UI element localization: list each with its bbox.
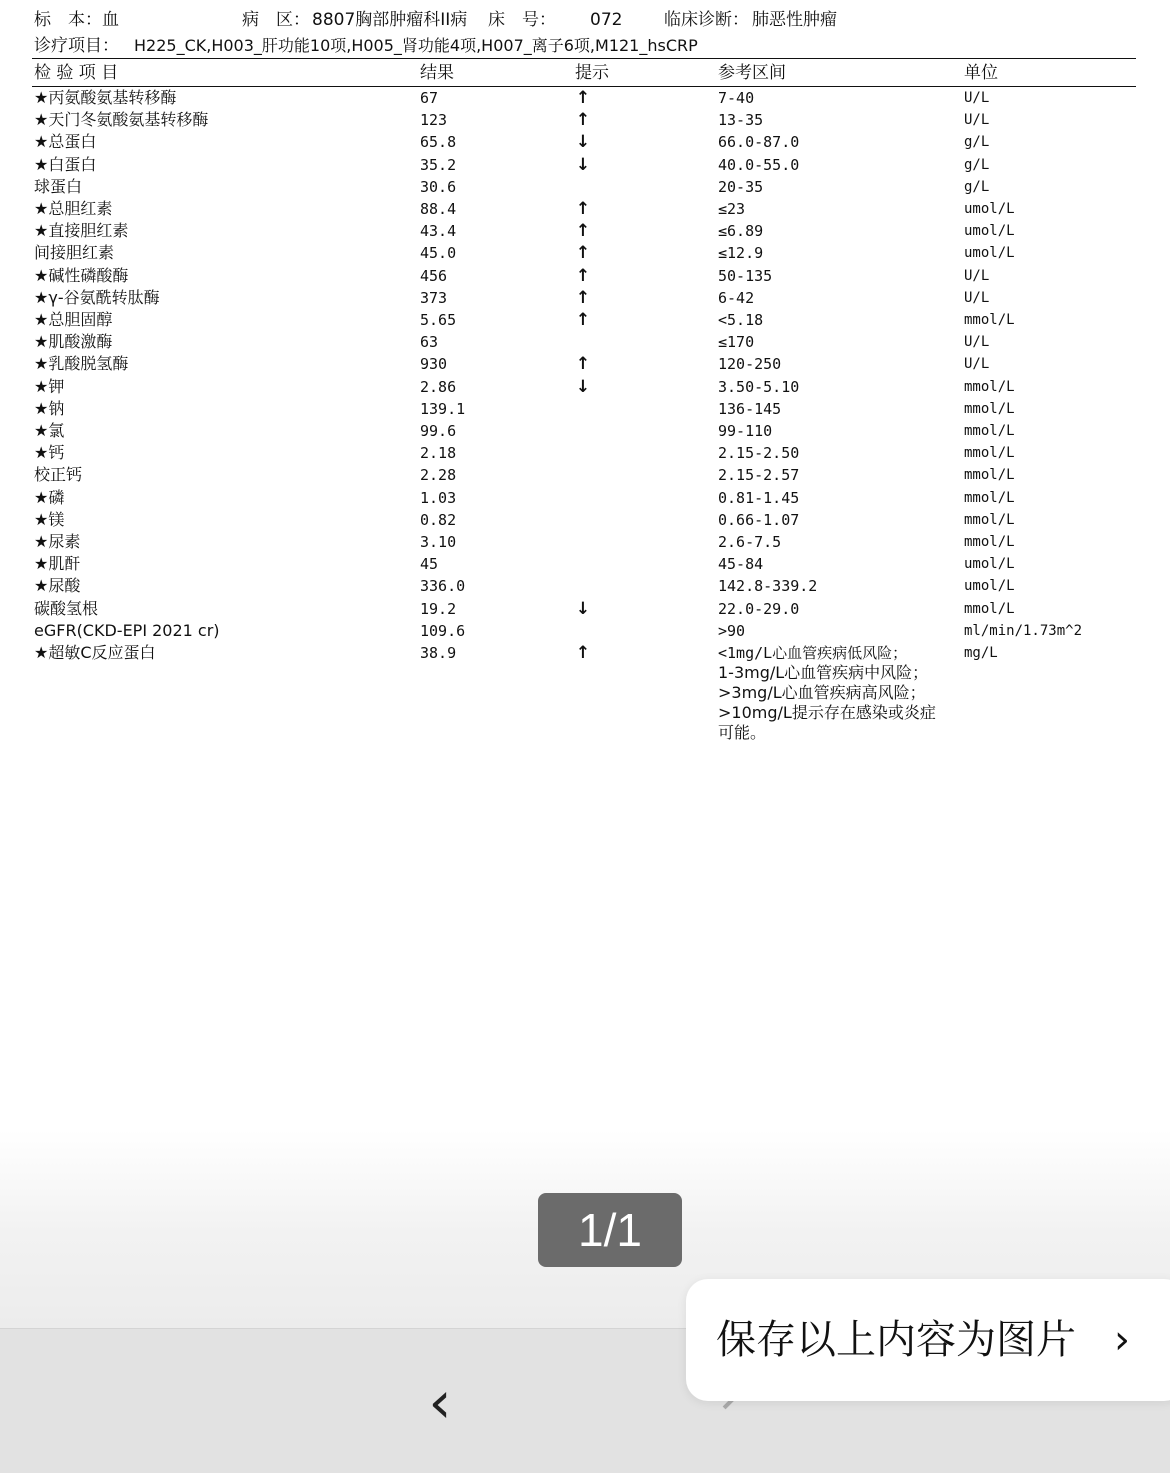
abnormal-flag: ↑: [575, 643, 591, 663]
result-value: 88.4: [420, 200, 457, 218]
unit: umol/L: [964, 578, 1015, 595]
reference-range: 120-250: [718, 355, 782, 374]
unit: U/L: [964, 289, 990, 306]
reference-range: 2.15-2.57: [718, 466, 800, 485]
table-row: [0, 464, 1170, 486]
crp-reference-line: >10mg/L提示存在感染或炎症: [718, 703, 936, 723]
unit: umol/L: [964, 245, 1015, 262]
result-value: 456: [420, 266, 448, 285]
test-name: ★乳酸脱氢酶: [34, 354, 129, 374]
unit: mmol/L: [964, 534, 1015, 550]
result-value: 336.0: [420, 577, 466, 596]
table-row: [0, 420, 1170, 442]
test-name: ★钙: [34, 443, 65, 463]
header-rule-top: [32, 58, 1136, 59]
bed-label: 床 号：: [488, 10, 556, 30]
unit: umol/L: [964, 556, 1015, 573]
result-value: 45: [420, 555, 439, 574]
items-label: 诊疗项目：: [34, 36, 119, 56]
test-name: ★磷: [34, 487, 65, 507]
unit: mmol/L: [964, 511, 1015, 528]
col-header-name: 检 验 项 目: [34, 63, 119, 83]
ward-label: 病 区：: [242, 10, 310, 30]
result-value: 19.2: [420, 599, 457, 618]
unit: U/L: [964, 334, 990, 351]
unit: mmol/L: [964, 467, 1015, 484]
unit: U/L: [964, 356, 990, 373]
save-as-image-label: 保存以上内容为图片: [716, 1317, 1076, 1363]
abnormal-flag: ↓: [575, 154, 591, 175]
unit: g/L: [964, 134, 990, 151]
test-name: ★肌酸激酶: [34, 332, 113, 352]
reference-range: 50-135: [718, 266, 773, 285]
test-name: ★碱性磷酸酶: [34, 265, 129, 285]
result-value: 99.6: [420, 422, 457, 440]
unit: mmol/L: [964, 378, 1015, 395]
crp-reference-line: 可能。: [718, 723, 767, 743]
test-name: 碳酸氢根: [34, 598, 99, 618]
col-header-flag: 提示: [575, 63, 609, 83]
table-row: [0, 642, 1170, 664]
result-value: 67: [420, 89, 439, 107]
test-name: ★肌酐: [34, 554, 81, 574]
result-value: 930: [420, 355, 448, 374]
unit: g/L: [964, 178, 990, 195]
unit: mmol/L: [964, 600, 1015, 617]
crp-reference-line: >3mg/L心血管疾病高风险；: [718, 683, 926, 703]
result-value: 2.28: [420, 466, 457, 485]
abnormal-flag: ↑: [575, 287, 591, 308]
test-name: ★镁: [34, 509, 65, 529]
result-value: 35.2: [420, 155, 457, 174]
unit: umol/L: [964, 223, 1015, 240]
table-row: [0, 398, 1170, 420]
abnormal-flag: ↑: [575, 221, 591, 242]
save-as-image-button[interactable]: [686, 1279, 1170, 1401]
table-row: [0, 376, 1170, 398]
abnormal-flag: ↓: [575, 376, 591, 397]
unit: U/L: [964, 267, 990, 284]
reference-range: ≤6.89: [718, 222, 764, 241]
table-row: [0, 353, 1170, 375]
test-name: ★尿素: [34, 532, 81, 551]
table-row: [0, 131, 1170, 153]
table-row: [0, 553, 1170, 575]
result-value: 5.65: [420, 311, 457, 329]
bed-value: 072: [590, 10, 623, 30]
result-value: 139.1: [420, 399, 466, 418]
result-value: 45.0: [420, 244, 457, 263]
reference-range: 3.50-5.10: [718, 377, 800, 396]
table-row: [0, 598, 1170, 620]
reference-range: 40.0-55.0: [718, 155, 800, 174]
result-value: 0.82: [420, 510, 457, 529]
table-row: [0, 265, 1170, 287]
test-name: ★钾: [34, 376, 65, 396]
unit: mmol/L: [964, 423, 1015, 439]
result-value: 1.03: [420, 488, 457, 507]
test-name: 校正钙: [34, 465, 83, 485]
reference-range: ≤23: [718, 200, 746, 218]
table-row: [0, 242, 1170, 264]
specimen-value: 血: [102, 10, 119, 30]
col-header-unit: 单位: [964, 63, 998, 83]
test-name: ★总胆红素: [34, 199, 113, 218]
abnormal-flag: ↓: [575, 598, 591, 619]
unit: umol/L: [964, 201, 1015, 217]
reference-range: 2.15-2.50: [718, 444, 800, 463]
reference-range: 6-42: [718, 288, 755, 307]
table-row: [0, 531, 1170, 553]
reference-range: ≤12.9: [718, 244, 764, 263]
diagnosis-value: 肺恶性肿瘤: [752, 10, 837, 30]
table-row: [0, 109, 1170, 131]
test-name: ★总胆固醇: [34, 310, 113, 329]
test-name: ★总蛋白: [34, 132, 97, 152]
test-name: ★氯: [34, 421, 65, 440]
unit: mmol/L: [964, 489, 1015, 506]
test-name: ★直接胆红素: [34, 221, 129, 241]
specimen-label: 标 本：: [34, 10, 102, 30]
reference-range: 22.0-29.0: [718, 599, 800, 618]
result-value: 3.10: [420, 533, 457, 551]
unit: mmol/L: [964, 400, 1015, 417]
unit: mmol/L: [964, 445, 1015, 462]
test-name: ★超敏C反应蛋白: [34, 643, 156, 662]
unit: U/L: [964, 90, 990, 106]
unit: U/L: [964, 112, 990, 129]
reference-range: 0.81-1.45: [718, 488, 800, 507]
col-header-result: 结果: [420, 63, 454, 83]
reference-range: >90: [718, 621, 746, 640]
reference-range: 0.66-1.07: [718, 510, 800, 529]
col-header-ref: 参考区间: [718, 63, 786, 83]
reference-range: <1mg/L心血管疾病低风险；: [718, 644, 908, 662]
table-row: [0, 87, 1170, 109]
result-value: 65.8: [420, 133, 457, 152]
reference-range: 66.0-87.0: [718, 133, 800, 152]
reference-range: 142.8-339.2: [718, 577, 818, 596]
abnormal-flag: ↑: [575, 243, 591, 264]
reference-range: 20-35: [718, 177, 764, 196]
crp-reference-line: 1-3mg/L心血管疾病中风险；: [718, 663, 929, 683]
back-chevron-icon[interactable]: ‹: [428, 1368, 452, 1436]
table-row: [0, 575, 1170, 597]
test-name: ★天门冬氨酸氨基转移酶: [34, 110, 209, 130]
test-name: 球蛋白: [34, 176, 83, 196]
reference-range: 13-35: [718, 111, 764, 130]
abnormal-flag: ↓: [575, 132, 591, 153]
test-name: eGFR(CKD-EPI 2021 cr): [34, 620, 220, 640]
abnormal-flag: ↑: [575, 199, 591, 219]
abnormal-flag: ↑: [575, 310, 591, 330]
table-row: [0, 154, 1170, 176]
abnormal-flag: ↑: [575, 354, 591, 375]
chevron-right-icon: ›: [1114, 1317, 1130, 1363]
reference-range: 2.6-7.5: [718, 533, 782, 551]
reference-range: <5.18: [718, 311, 764, 329]
unit: mg/L: [964, 645, 998, 661]
unit: ml/min/1.73m^2: [964, 622, 1083, 639]
table-row: [0, 309, 1170, 331]
table-row: [0, 442, 1170, 464]
items-value: H225_CK,H003_肝功能10项,H005_肾功能4项,H007_离子6项,M121_hsCRP: [134, 36, 698, 55]
result-value: 38.9: [420, 644, 457, 662]
unit: g/L: [964, 156, 990, 173]
table-row: [0, 287, 1170, 309]
test-name: 间接胆红素: [34, 243, 115, 263]
table-row: [0, 331, 1170, 353]
diagnosis-label: 临床诊断：: [664, 10, 749, 30]
result-value: 2.18: [420, 444, 457, 463]
reference-range: ≤170: [718, 333, 755, 352]
reference-range: 136-145: [718, 399, 782, 418]
result-value: 63: [420, 333, 439, 352]
ward-value: 8807胸部肿瘤科II病: [312, 10, 468, 30]
abnormal-flag: ↑: [575, 88, 591, 108]
result-value: 109.6: [420, 621, 466, 640]
reference-range: 7-40: [718, 89, 755, 107]
abnormal-flag: ↑: [575, 110, 591, 131]
test-name: ★γ-谷氨酰转肽酶: [34, 287, 160, 307]
page-indicator: 1/1: [538, 1193, 682, 1267]
reference-range: 45-84: [718, 555, 764, 574]
table-row: [0, 220, 1170, 242]
unit: mmol/L: [964, 312, 1015, 328]
result-value: 123: [420, 111, 448, 130]
test-name: ★尿酸: [34, 576, 81, 596]
result-value: 373: [420, 288, 448, 307]
test-name: ★钠: [34, 398, 65, 418]
result-value: 30.6: [420, 177, 457, 196]
reference-range: 99-110: [718, 422, 773, 440]
result-value: 2.86: [420, 377, 457, 396]
table-row: [0, 509, 1170, 531]
table-row: [0, 620, 1170, 642]
abnormal-flag: ↑: [575, 265, 591, 286]
table-row: [0, 176, 1170, 198]
table-row: [0, 487, 1170, 509]
test-name: ★丙氨酸氨基转移酶: [34, 88, 177, 107]
result-value: 43.4: [420, 222, 457, 241]
table-row: [0, 198, 1170, 220]
test-name: ★白蛋白: [34, 154, 97, 174]
